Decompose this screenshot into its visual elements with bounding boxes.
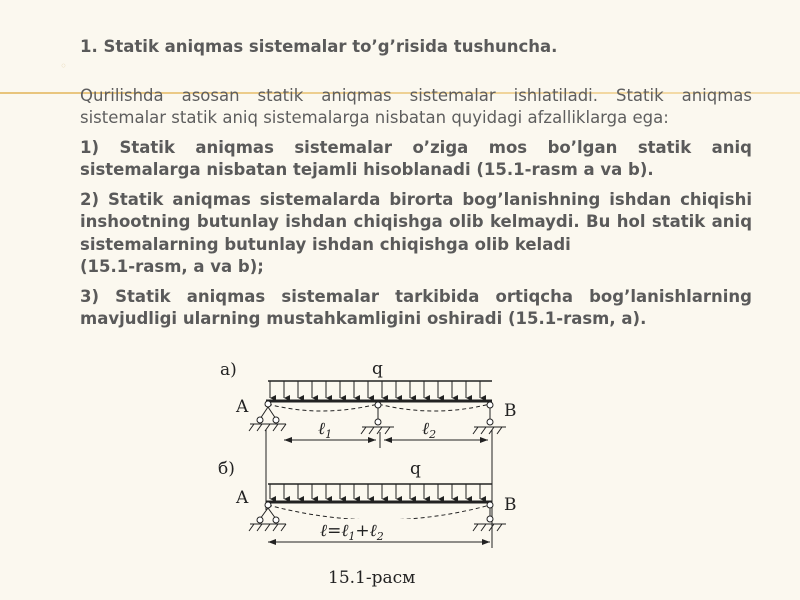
slide-title: 1. Statik aniqmas sistemalar to’g’risida tushuncha. xyxy=(80,37,558,56)
point-3: 3) Statik aniqmas sistemalar tarkibida ortiqcha bog’lanishlarning mavjudligi ularning mustahkamligini oshiradi (15.1-rasm, a). xyxy=(80,286,752,328)
support-B-label-a: B xyxy=(504,401,517,421)
point-1: 1) Statik aniqmas sistemalar o’ziga mos bo’lgan statik aniq sistemalarga nisbatan tejamli hisoblanadi (15.1-rasm a va b). xyxy=(80,137,752,179)
pin-support-A-b xyxy=(249,502,286,531)
deflection-b xyxy=(268,505,490,520)
l1-label: ℓ$_1$ xyxy=(318,419,333,441)
load-a-label: q xyxy=(372,359,383,379)
support-A-label-a: A xyxy=(236,397,249,417)
support-B-label-b: B xyxy=(504,495,517,515)
support-A-label-b: A xyxy=(236,488,249,508)
scheme-b xyxy=(218,459,517,543)
scheme-a-label: а) xyxy=(220,360,237,380)
point-2-text: 2) Statik aniqmas sistemalarda birorta bog’lanishning ishdan chiqishi inshootning butunlay ishdan chiqishga olib kelmaydi. Bu hol statik aniq sistemalarning butunlay ishdan chiqishga olib keladi xyxy=(80,189,752,254)
l2-label: ℓ$_2$ xyxy=(422,419,437,441)
bullet-marker-icon: ◦ xyxy=(60,58,68,73)
pin-support-A-a xyxy=(249,401,286,431)
load-b-label: q xyxy=(410,459,421,479)
load-b-arrows xyxy=(270,484,480,499)
total-length-label: ℓ=ℓ$_1$+ℓ$_2$ xyxy=(320,521,384,543)
intro-paragraph: Qurilishda asosan statik aniqmas sistemalar ishlatiladi. Statik aniqmas sistemalar statik aniq sistemalarga nisbatan quyidagi afzalliklarga ega: xyxy=(80,85,752,127)
figure-caption: 15.1-расм xyxy=(328,568,416,588)
point-2-reference: (15.1-rasm, a va b); xyxy=(80,257,264,276)
scheme-a xyxy=(218,356,517,448)
scheme-b-label: б) xyxy=(218,459,235,479)
load-a-arrows xyxy=(270,381,480,398)
roller-support-B-b xyxy=(473,502,506,531)
